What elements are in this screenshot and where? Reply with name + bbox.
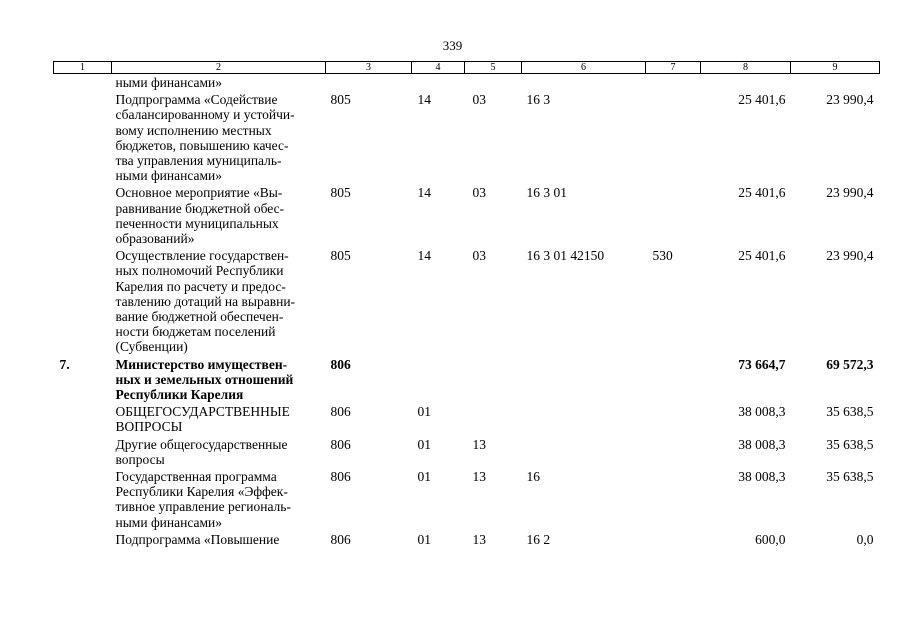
- row-number: [54, 90, 112, 183]
- expense-type-code: [646, 435, 701, 467]
- target-article-code: 16 3: [526, 92, 551, 108]
- section-code: 14: [417, 248, 431, 264]
- subsection-code: 03: [472, 92, 486, 108]
- row-number: [54, 246, 112, 354]
- table-row: [54, 402, 880, 434]
- subsection-code: 03: [472, 248, 486, 264]
- subsection-code: 13: [472, 531, 486, 547]
- row-number: [54, 467, 112, 530]
- row-name: Государственная программа Республики Карелия «Эффек- тивное управление региональ- ными финансами»: [115, 469, 291, 530]
- expense-type-code: 530: [652, 248, 673, 264]
- continuation-row: [54, 74, 880, 91]
- row-name: ОБЩЕГОСУДАРСТВЕННЫЕ ВОПРОСЫ: [115, 404, 290, 435]
- table-body: [54, 74, 880, 548]
- row-name: Подпрограмма «Повышение: [115, 531, 280, 547]
- row-name: Министерство имуществен- ных и земельных отношений Республики Карелия: [115, 356, 294, 403]
- column-number: 9: [791, 62, 880, 74]
- section-code: 01: [417, 404, 431, 420]
- table-header: [54, 62, 880, 74]
- section-code: 01: [417, 436, 431, 452]
- department-code: 806: [330, 404, 351, 420]
- department-code: 806: [330, 531, 351, 547]
- column-number: 2: [112, 62, 326, 74]
- department-code: 805: [330, 92, 351, 108]
- subsection-code: 03: [472, 185, 486, 201]
- row-name: Подпрограмма «Содействие сбалансированному и устойчи- вому исполнению местных бюджетов, повышению качес- тва управления муниципаль- ными финансами»: [115, 92, 295, 184]
- table-row: [54, 90, 880, 183]
- table-row: [54, 467, 880, 530]
- amount-col-9: 23 990,4: [826, 92, 874, 108]
- subsection-code: [465, 402, 522, 434]
- target-article-code: 16 3 01 42150: [526, 248, 605, 264]
- subsection-code: 13: [472, 436, 486, 452]
- amount-col-8: 25 401,6: [738, 185, 786, 201]
- section-code: 01: [417, 469, 431, 485]
- target-article-code: [522, 355, 646, 403]
- column-number: 6: [522, 62, 646, 74]
- row-number: [54, 435, 112, 467]
- amount-col-9: 23 990,4: [826, 248, 874, 264]
- table-row: [54, 355, 880, 403]
- target-article-code: 16: [526, 469, 540, 485]
- amount-col-9: 35 638,5: [826, 469, 874, 485]
- column-number-row: [54, 62, 880, 74]
- column-number: 8: [701, 62, 791, 74]
- amount-col-9: 23 990,4: [826, 185, 874, 201]
- department-code: 806: [330, 356, 351, 372]
- amount-col-9: 35 638,5: [826, 404, 874, 420]
- amount-col-8: 38 008,3: [738, 404, 786, 420]
- department-code: 805: [330, 248, 351, 264]
- amount-col-9: 69 572,3: [826, 356, 874, 372]
- table-row: [54, 435, 880, 467]
- amount-col-8: 38 008,3: [738, 436, 786, 452]
- section-code: 14: [417, 92, 431, 108]
- department-code: 806: [330, 436, 351, 452]
- expense-type-code: [646, 183, 701, 246]
- row-name: Основное мероприятие «Вы- равнивание бюджетной обес- печенности муниципальных образований»: [115, 185, 285, 247]
- column-number: 5: [465, 62, 522, 74]
- amount-col-8: 38 008,3: [738, 469, 786, 485]
- row-name: Другие общегосударственные вопросы: [115, 436, 288, 467]
- table-row: [54, 183, 880, 246]
- section-code: 14: [417, 185, 431, 201]
- row-name: Осуществление государствен- ных полномочий Республики Карелия по расчету и предос- тавлению дотаций на выравни- вание бюджетной обеспечен- ности бюджетам поселений (Субвенции): [115, 248, 296, 355]
- department-code: 805: [330, 185, 351, 201]
- column-number: 7: [646, 62, 701, 74]
- subsection-code: [465, 355, 522, 403]
- section-code: [412, 355, 465, 403]
- expense-type-code: [646, 402, 701, 434]
- target-article-code: [522, 435, 646, 467]
- subsection-code: 13: [472, 469, 486, 485]
- amount-col-8: 600,0: [755, 531, 786, 547]
- budget-table: [53, 61, 880, 547]
- amount-col-9: 0,0: [856, 531, 874, 547]
- expense-type-code: [646, 90, 701, 183]
- column-number: 3: [326, 62, 412, 74]
- page-number: 339: [442, 38, 463, 53]
- column-number: 4: [412, 62, 465, 74]
- expense-type-code: [646, 530, 701, 547]
- amount-col-8: 25 401,6: [738, 248, 786, 264]
- row-number: [54, 183, 112, 246]
- expense-type-code: [646, 355, 701, 403]
- target-article-code: 16 3 01: [526, 185, 567, 201]
- row-number: 7.: [59, 356, 70, 372]
- expense-type-code: [646, 467, 701, 530]
- row-number: [54, 530, 112, 547]
- department-code: 806: [330, 469, 351, 485]
- column-number: 1: [54, 62, 112, 74]
- table-row: [54, 530, 880, 547]
- target-article-code: 16 2: [526, 531, 551, 547]
- amount-col-8: 73 664,7: [738, 356, 786, 372]
- target-article-code: [522, 402, 646, 434]
- continuation-text: ными финансами»: [115, 75, 223, 90]
- section-code: 01: [417, 531, 431, 547]
- row-number: [54, 402, 112, 434]
- table-row: [54, 246, 880, 354]
- amount-col-8: 25 401,6: [738, 92, 786, 108]
- amount-col-9: 35 638,5: [826, 436, 874, 452]
